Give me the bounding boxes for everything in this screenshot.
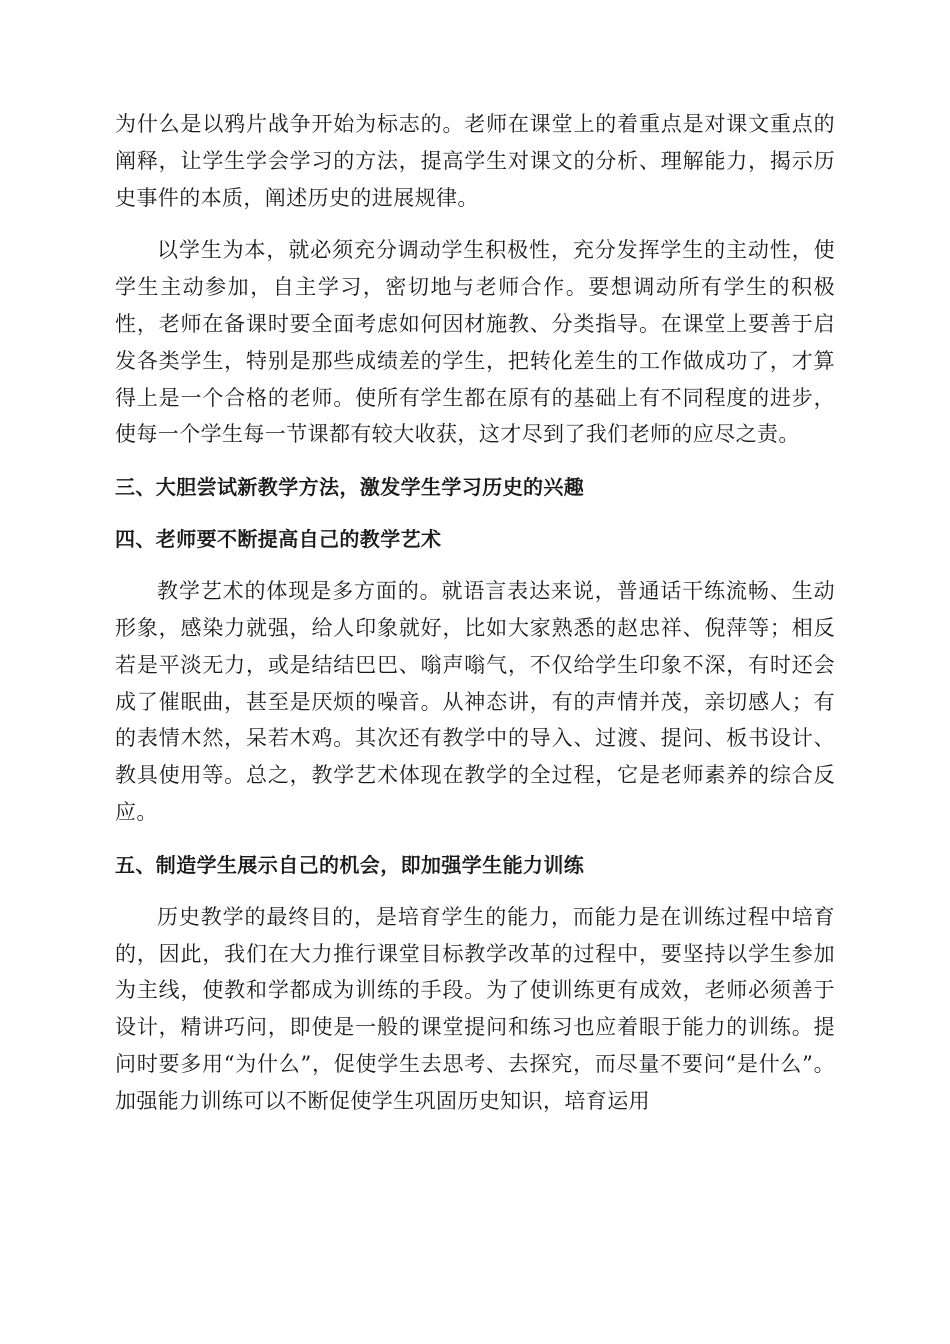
section-heading-5: 五、制造学生展示自己的机会，即加强学生能力训练 [115, 852, 585, 877]
section-heading-3: 三、大胆尝试新教学方法，激发学生学习历史的兴趣 [115, 475, 585, 500]
document-page [115, 106, 835, 1120]
paragraph-student-centered: 以学生为本，就必须充分调动学生积极性，充分发挥学生的主动性，使学生主动参加，自主学习，密切地与老师合作。要想调动所有学生的积极性，老师在备课时要全面考虑如何因材施教、分类指导。在课堂上要善于启发各类学生，特别是那些成绩差的学生，把转化差生的工作做成功了，才算得上是一个合格的老师。使所有学生都在原有的基础上有不同程度的进步，使每一个学生每一节课都有较大收获，这才尽到了我们老师的应尽之责。 [115, 238, 835, 447]
paragraph-ability-training: 历史教学的最终目的，是培育学生的能力，而能力是在训练过程中培育的，因此，我们在大力推行课堂目标教学改革的过程中，要坚持以学生参加为主线，使教和学都成为训练的手段。为了使训练更有成效，老师必须善于设计，精讲巧问，即使是一般的课堂提问和练习也应着眼于能力的训练。提问时要多用“为什么”，促使学生去思考、去探究，而尽量不要问“是什么”。加强能力训练可以不断促使学生巩固历史知识，培育运用 [115, 904, 835, 1113]
paragraph-teaching-art: 教学艺术的体现是多方面的。就语言表达来说，普通话干练流畅、生动形象，感染力就强，给人印象就好，比如大家熟悉的赵忠祥、倪萍等；相反若是平淡无力，或是结结巴巴、嗡声嗡气，不仅给学生印象不深，有时还会成了催眠曲，甚至是厌烦的噪音。从神态讲，有的声情并茂，亲切感人；有的表情木然，呆若木鸡。其次还有教学中的导入、过渡、提问、板书设计、教具使用等。总之，教学艺术体现在教学的全过程，它是老师素养的综合反应。 [115, 579, 835, 824]
continuation-paragraph: 为什么是以鸦片战争开始为标志的。老师在课堂上的着重点是对课文重点的阐释，让学生学会学习的方法，提高学生对课文的分析、理解能力，揭示历史事件的本质，阐述历史的进展规律。 [115, 112, 835, 210]
section-heading-4: 四、老师要不断提高自己的教学艺术 [115, 527, 442, 552]
